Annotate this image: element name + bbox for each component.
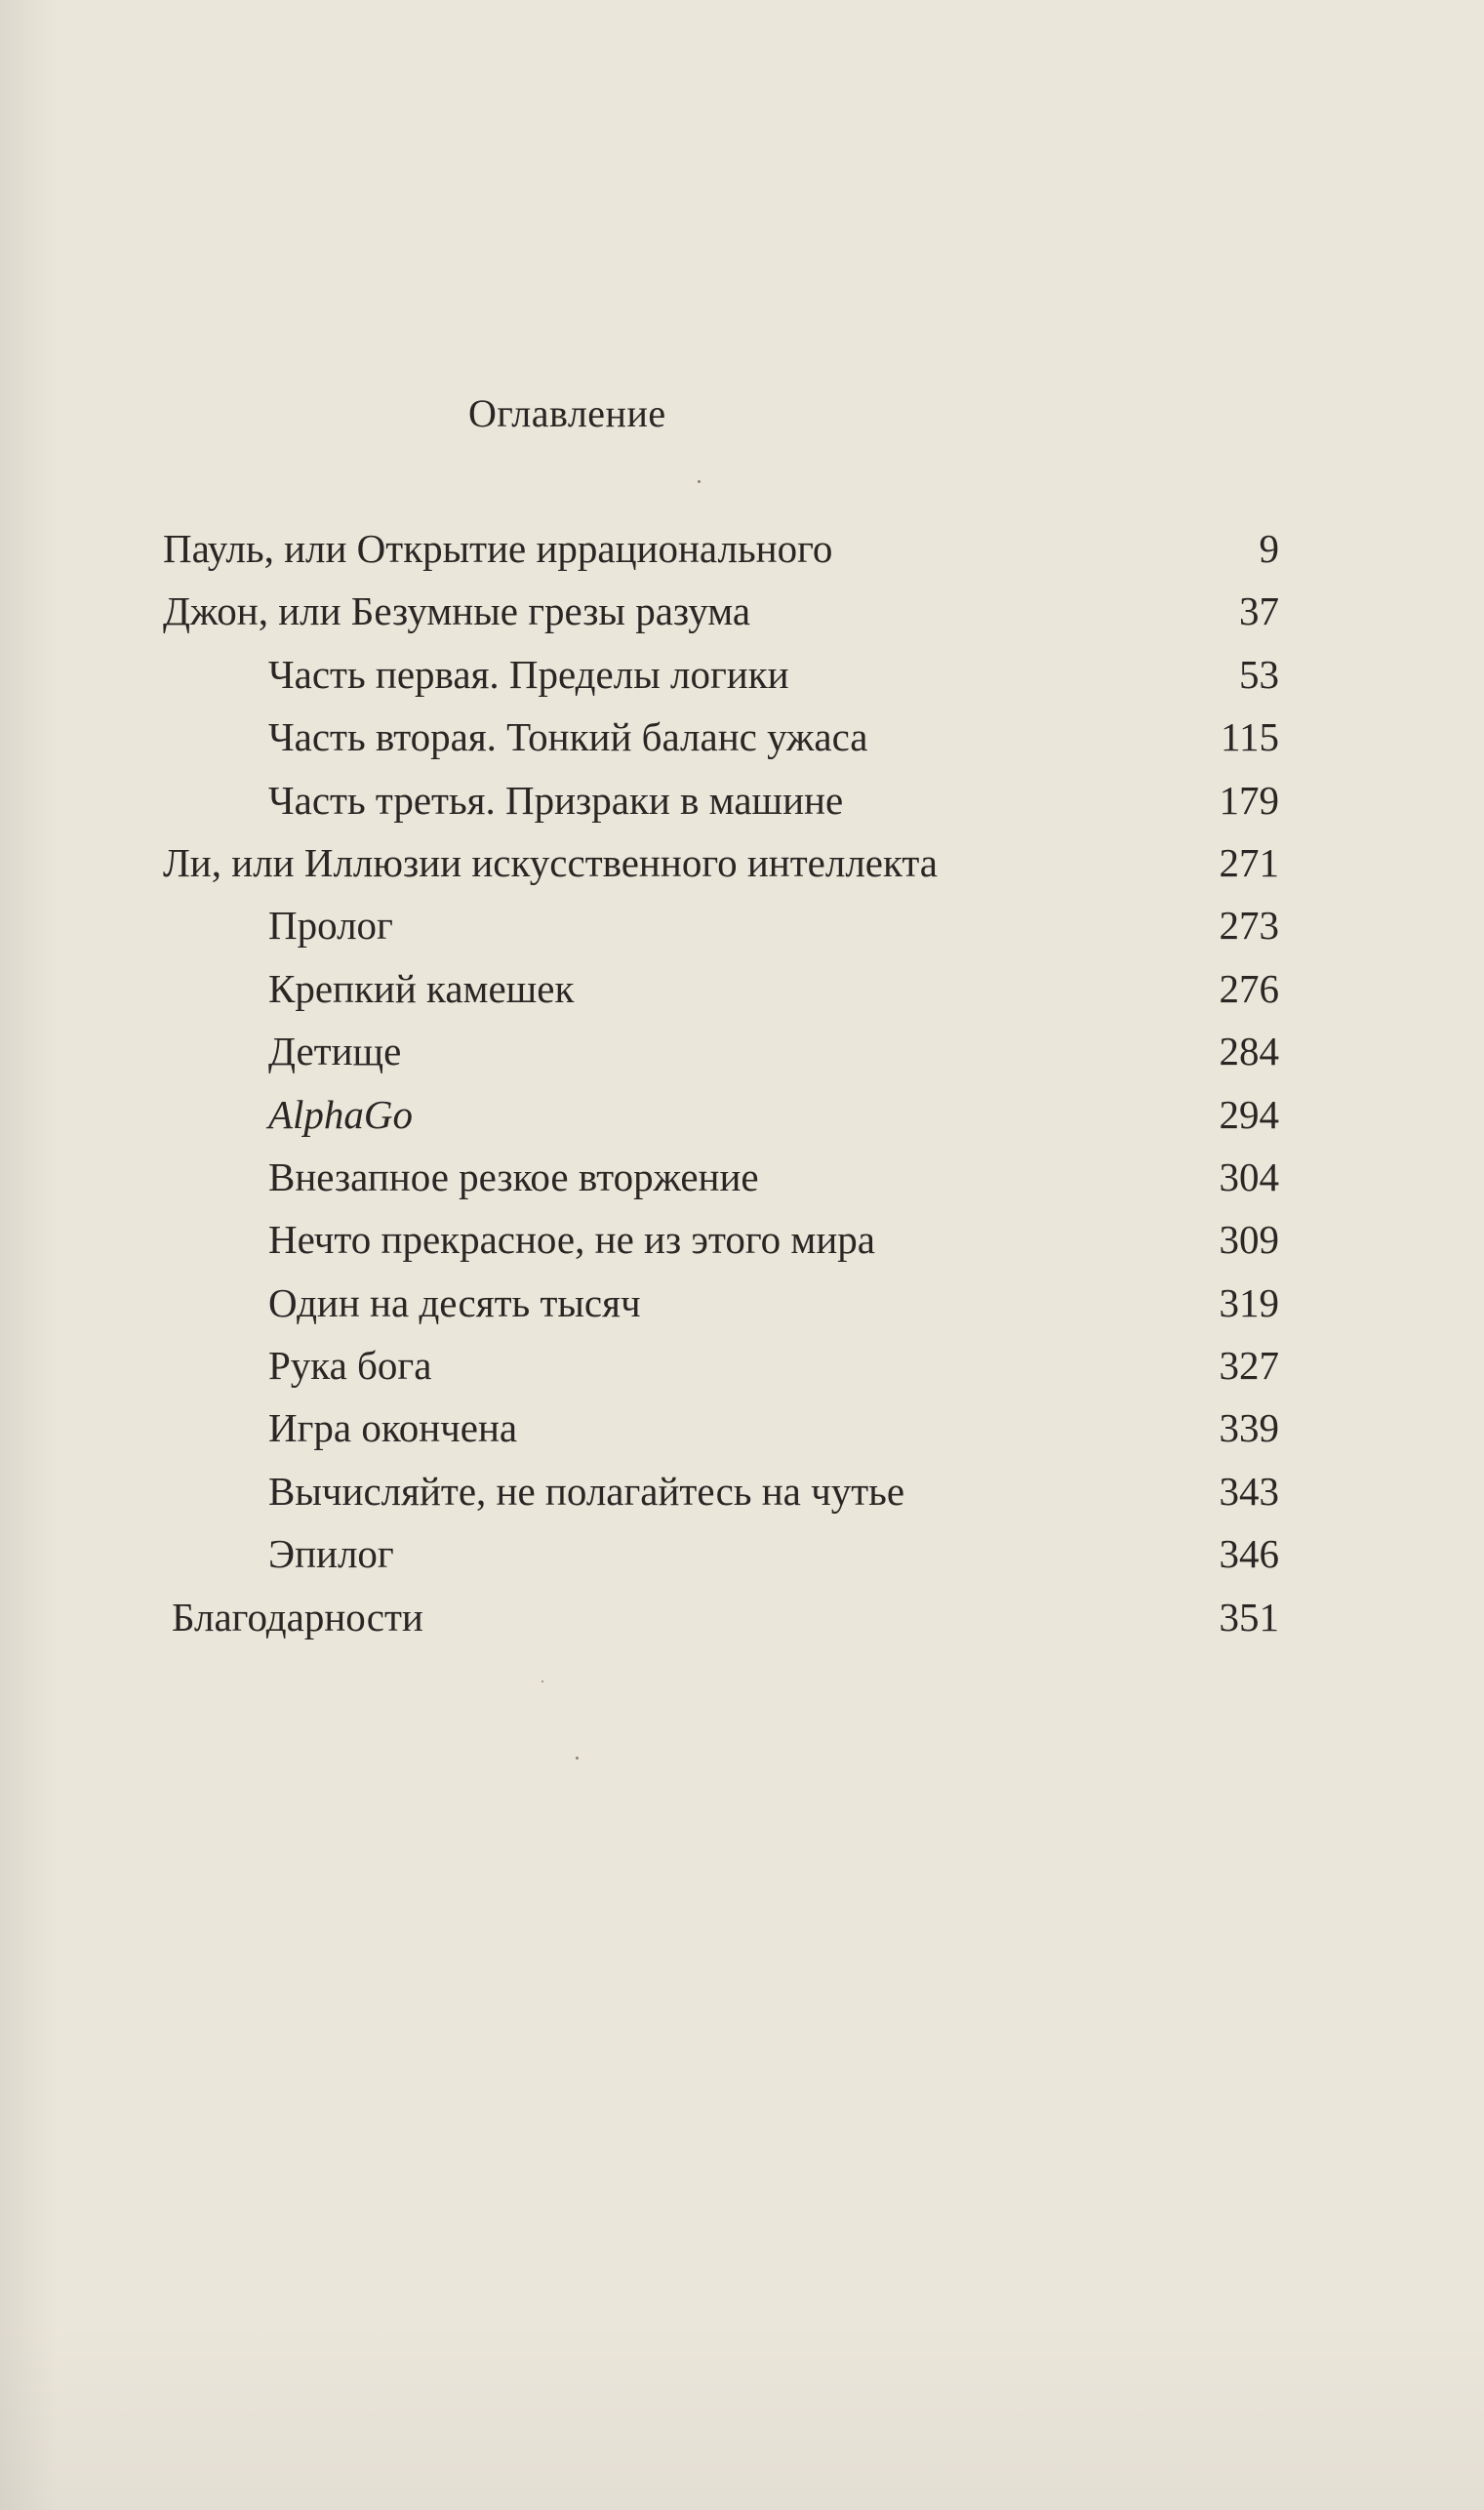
toc-entry — [0, 831, 1484, 894]
toc-entry-page: 115 — [1221, 714, 1279, 760]
toc-entry-page: 273 — [1219, 903, 1279, 949]
toc-subentry — [0, 769, 1484, 831]
toc-entry-page: 309 — [1219, 1217, 1279, 1263]
toc-entry-page: 343 — [1219, 1468, 1279, 1514]
toc-entry-label: Часть первая. Пределы логики — [268, 651, 789, 697]
toc-entry-page: 271 — [1219, 839, 1279, 885]
toc-entry-page: 276 — [1219, 965, 1279, 1011]
toc-entry-label: Благодарности — [172, 1594, 423, 1640]
toc-entry-page: 327 — [1219, 1343, 1279, 1389]
toc-subentry — [0, 643, 1484, 706]
toc-subentry — [0, 894, 1484, 956]
toc-entry-page: 304 — [1219, 1154, 1279, 1199]
toc-subentry — [0, 1146, 1484, 1208]
toc-entry-page: 346 — [1219, 1531, 1279, 1577]
toc-entry — [0, 580, 1484, 642]
toc-entry-label: Детище — [268, 1029, 402, 1074]
toc-entry-page: 284 — [1219, 1029, 1279, 1074]
toc-entry-page: 9 — [1259, 526, 1279, 571]
page-title: Оглавление — [468, 391, 666, 435]
toc-entry-page: 53 — [1239, 651, 1279, 697]
toc-entry-label: Часть вторая. Тонкий баланс ужаса — [268, 714, 868, 760]
toc-entry-label: Рука бога — [268, 1343, 432, 1389]
toc-entry-page: 339 — [1219, 1405, 1279, 1451]
toc-subentry — [0, 1460, 1484, 1522]
toc-entry-page: 294 — [1219, 1091, 1279, 1137]
toc-entry-page: 179 — [1219, 777, 1279, 823]
toc-entry-label: Джон, или Безумные грезы разума — [163, 588, 751, 634]
toc-subentry — [0, 1272, 1484, 1334]
toc-entry-page: 37 — [1239, 588, 1279, 634]
toc-subentry — [0, 1020, 1484, 1082]
toc-entry-label: Нечто прекрасное, не из этого мира — [268, 1217, 876, 1263]
paper-speck — [541, 1680, 543, 1682]
toc-entry-page: 351 — [1219, 1594, 1279, 1640]
toc-subentry — [0, 1397, 1484, 1459]
toc-entry-label: Пауль, или Открытие иррационального — [163, 526, 833, 571]
toc-entry-label: Часть третья. Призраки в машине — [268, 777, 844, 823]
toc-subentry — [0, 1208, 1484, 1271]
paper-speck — [698, 480, 701, 483]
toc-entry — [0, 517, 1484, 580]
toc-entry-label: AlphaGo — [268, 1091, 414, 1137]
toc-entry-label: Вычисляйте, не полагайтесь на чутье — [268, 1468, 905, 1514]
paper-speck — [576, 1757, 579, 1760]
table-of-contents — [0, 517, 1484, 1648]
toc-entry-label: Внезапное резкое вторжение — [268, 1154, 759, 1199]
toc-subentry — [0, 957, 1484, 1020]
toc-subentry — [0, 1522, 1484, 1585]
toc-subentry — [0, 706, 1484, 768]
toc-entry-label: Эпилог — [268, 1531, 394, 1577]
toc-subentry — [0, 1334, 1484, 1397]
toc-entry-label: Крепкий камешек — [268, 965, 575, 1011]
toc-entry-page: 319 — [1219, 1279, 1279, 1325]
toc-entry-label: Игра окончена — [268, 1405, 518, 1451]
toc-entry-label: Пролог — [268, 903, 393, 949]
toc-entry-label: Один на десять тысяч — [268, 1279, 641, 1325]
toc-entry — [0, 1586, 1484, 1648]
toc-subentry — [0, 1083, 1484, 1146]
toc-entry-label: Ли, или Иллюзии искусственного интеллекта — [163, 839, 938, 885]
